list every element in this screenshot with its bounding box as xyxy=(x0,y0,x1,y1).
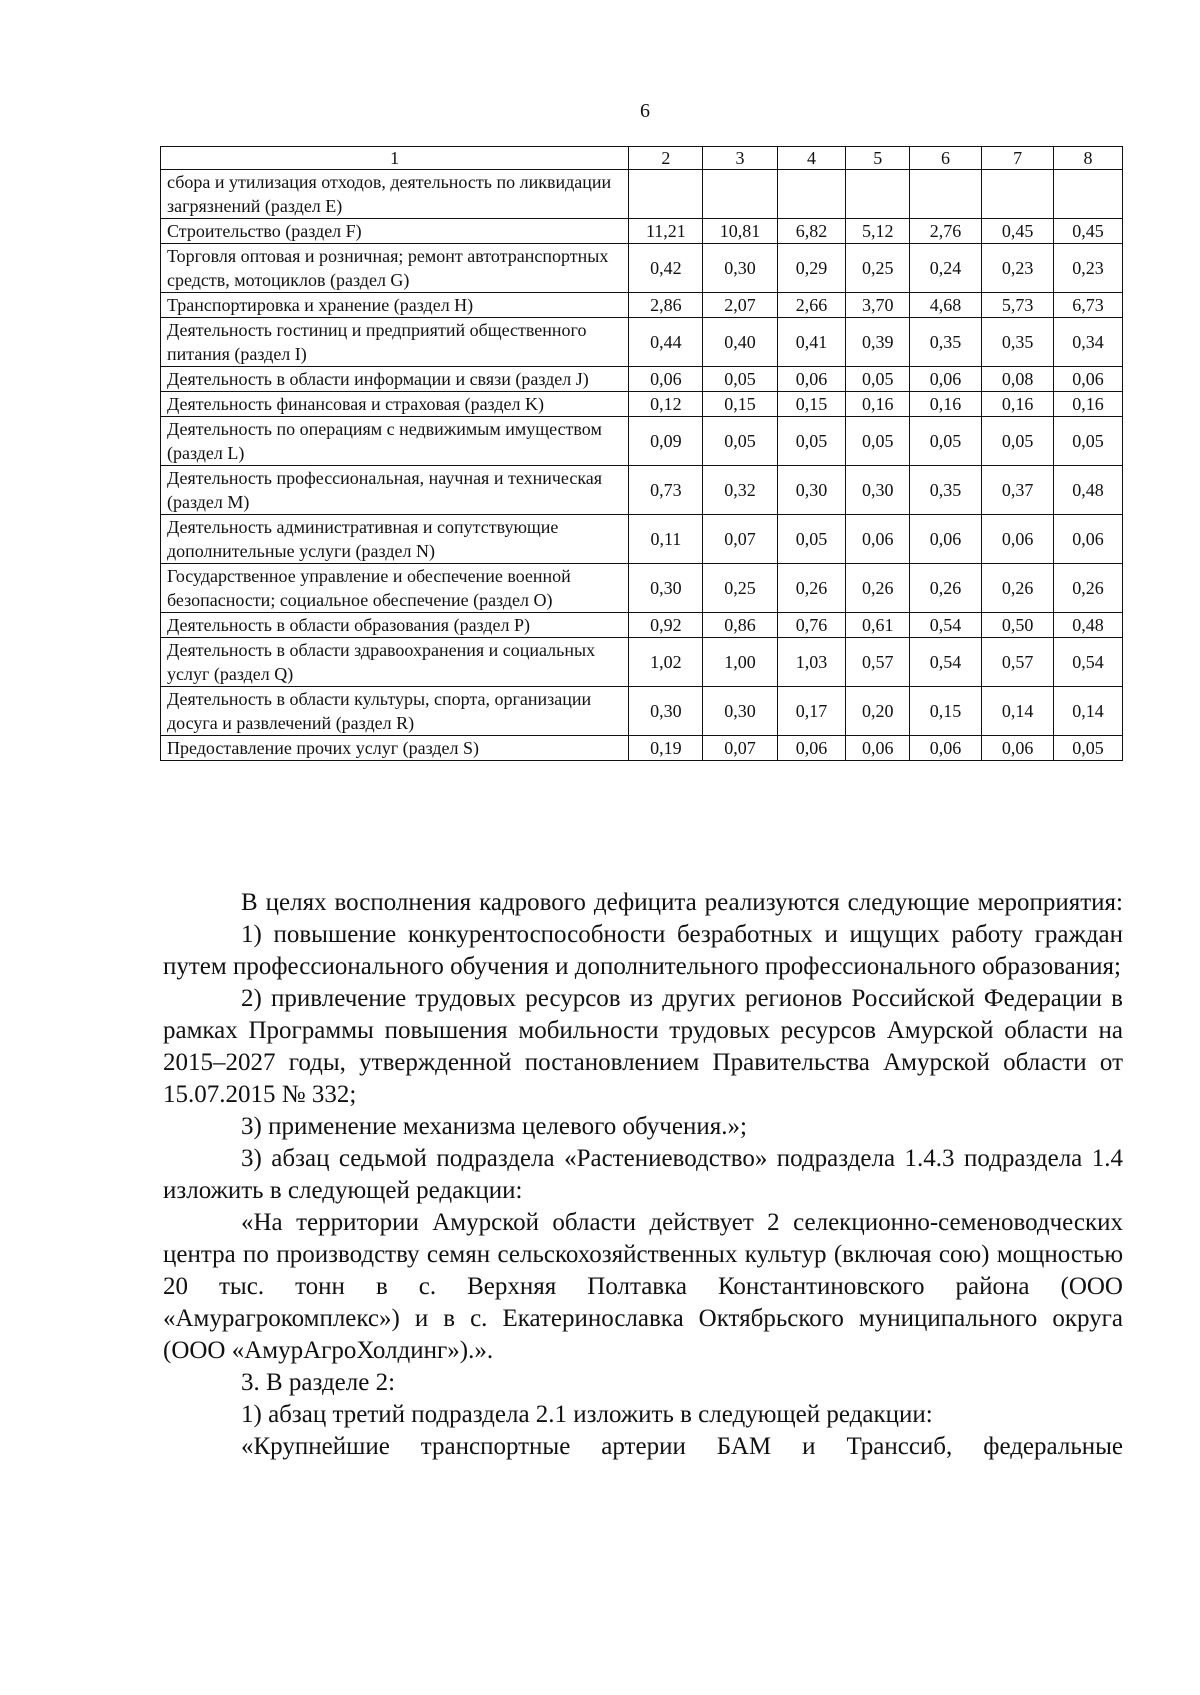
column-header: 6 xyxy=(910,147,982,170)
table-cell: 0,50 xyxy=(982,613,1054,638)
table-row xyxy=(161,392,1123,417)
table-cell: 0,39 xyxy=(846,318,910,367)
table-cell: 0,16 xyxy=(910,392,982,417)
table-cell: 10,81 xyxy=(703,219,777,244)
row-label: Транспортировка и хранение (раздел H) xyxy=(161,293,629,318)
table-cell: 0,16 xyxy=(1054,392,1123,417)
table-row xyxy=(161,687,1123,736)
table-cell: 0,48 xyxy=(1054,466,1123,515)
table-cell: 0,07 xyxy=(703,736,777,761)
row-label: Деятельность по операциям с недвижимым имуществом (раздел L) xyxy=(161,417,629,466)
table-cell: 0,42 xyxy=(629,244,703,293)
table-cell: 1,03 xyxy=(777,638,846,687)
table-cell: 0,14 xyxy=(982,687,1054,736)
table-row xyxy=(161,515,1123,564)
table-cell xyxy=(703,170,777,219)
table-cell: 0,07 xyxy=(703,515,777,564)
table-cell: 0,35 xyxy=(910,466,982,515)
table-cell: 0,86 xyxy=(703,613,777,638)
table-header-row xyxy=(161,147,1123,170)
table-cell: 2,86 xyxy=(629,293,703,318)
paragraph-item-2: 2) привлечение трудовых ресурсов из других регионов Российской Федерации в рамках Программы повышения мобильности трудовых ресурсов Амурской области на 2015–2027 годы, утвержденной постановлением Правительства Амурской области от 15.07.2015 № 332; xyxy=(163,985,1123,1108)
table-cell: 0,05 xyxy=(777,417,846,466)
table-cell: 5,12 xyxy=(846,219,910,244)
table-row xyxy=(161,318,1123,367)
table-cell: 0,06 xyxy=(846,736,910,761)
table-row xyxy=(161,219,1123,244)
table-cell: 0,76 xyxy=(777,613,846,638)
table-cell: 0,05 xyxy=(703,367,777,392)
column-header: 8 xyxy=(1054,147,1123,170)
table-cell: 0,54 xyxy=(910,638,982,687)
table-cell: 0,05 xyxy=(1054,417,1123,466)
table-cell: 0,30 xyxy=(846,466,910,515)
table-cell: 0,05 xyxy=(910,417,982,466)
table-cell: 0,06 xyxy=(910,515,982,564)
table-cell: 0,23 xyxy=(1054,244,1123,293)
table-cell: 0,48 xyxy=(1054,613,1123,638)
table-row xyxy=(161,367,1123,392)
table-cell: 2,07 xyxy=(703,293,777,318)
table-cell xyxy=(846,170,910,219)
table-cell: 0,15 xyxy=(910,687,982,736)
table-cell: 6,73 xyxy=(1054,293,1123,318)
table-cell: 0,25 xyxy=(846,244,910,293)
table-cell: 2,76 xyxy=(910,219,982,244)
table-cell: 0,30 xyxy=(703,687,777,736)
table-cell: 0,20 xyxy=(846,687,910,736)
table-cell: 0,37 xyxy=(982,466,1054,515)
row-label: Деятельность финансовая и страховая (раздел K) xyxy=(161,392,629,417)
table-cell: 0,92 xyxy=(629,613,703,638)
table-cell: 0,06 xyxy=(777,367,846,392)
table-cell: 1,02 xyxy=(629,638,703,687)
table-row xyxy=(161,736,1123,761)
table-cell: 0,14 xyxy=(1054,687,1123,736)
table-cell: 0,26 xyxy=(910,564,982,613)
table-cell: 5,73 xyxy=(982,293,1054,318)
table-cell: 0,16 xyxy=(982,392,1054,417)
table-cell: 3,70 xyxy=(846,293,910,318)
table-cell: 0,61 xyxy=(846,613,910,638)
data-table xyxy=(160,146,1123,761)
table-cell: 0,06 xyxy=(982,515,1054,564)
column-header: 1 xyxy=(161,147,629,170)
table-cell: 0,23 xyxy=(982,244,1054,293)
table-cell: 0,57 xyxy=(982,638,1054,687)
table-cell: 0,54 xyxy=(910,613,982,638)
paragraph-amendment-3: 3) абзац седьмой подраздела «Растениеводство» подраздела 1.4.3 подраздела 1.4 изложить в следующей редакции: xyxy=(163,1145,1123,1204)
paragraph-section-3: 3. В разделе 2: xyxy=(241,1369,396,1396)
table-cell xyxy=(910,170,982,219)
table-cell: 0,15 xyxy=(703,392,777,417)
body-text xyxy=(163,887,1123,1463)
row-label: Деятельность профессиональная, научная и техническая (раздел M) xyxy=(161,466,629,515)
table-cell: 0,29 xyxy=(777,244,846,293)
row-label: Деятельность в области информации и связи (раздел J) xyxy=(161,367,629,392)
table-cell: 0,08 xyxy=(982,367,1054,392)
table-row xyxy=(161,613,1123,638)
table-cell: 0,45 xyxy=(982,219,1054,244)
table-cell: 2,66 xyxy=(777,293,846,318)
paragraph-intro: В целях восполнения кадрового дефицита реализуются следующие мероприятия: xyxy=(241,889,1123,916)
table-cell: 0,26 xyxy=(846,564,910,613)
table-cell: 0,05 xyxy=(703,417,777,466)
paragraph-item-1: 1) повышение конкурентоспособности безработных и ищущих работу граждан путем профессионального обучения и дополнительного профессионального образования; xyxy=(163,921,1123,980)
table-cell: 0,26 xyxy=(777,564,846,613)
column-header: 5 xyxy=(846,147,910,170)
row-label: Деятельность в области здравоохранения и социальных услуг (раздел Q) xyxy=(161,638,629,687)
row-label: Деятельность в области образования (раздел P) xyxy=(161,613,629,638)
table-cell: 0,34 xyxy=(1054,318,1123,367)
table-cell: 0,05 xyxy=(846,367,910,392)
table-row xyxy=(161,466,1123,515)
table-row xyxy=(161,564,1123,613)
table-cell: 0,25 xyxy=(703,564,777,613)
table-cell: 0,12 xyxy=(629,392,703,417)
table-cell: 0,26 xyxy=(1054,564,1123,613)
table-cell: 0,26 xyxy=(982,564,1054,613)
table-body xyxy=(161,147,1123,761)
table-cell: 0,35 xyxy=(910,318,982,367)
table-row xyxy=(161,244,1123,293)
row-label: Строительство (раздел F) xyxy=(161,219,629,244)
table-cell: 0,44 xyxy=(629,318,703,367)
table-cell: 0,11 xyxy=(629,515,703,564)
table-cell: 0,19 xyxy=(629,736,703,761)
table-cell: 0,06 xyxy=(777,736,846,761)
row-label: Деятельность гостиниц и предприятий общественного питания (раздел I) xyxy=(161,318,629,367)
table-cell: 0,17 xyxy=(777,687,846,736)
table-cell: 0,09 xyxy=(629,417,703,466)
table-cell: 0,35 xyxy=(982,318,1054,367)
table-cell: 0,05 xyxy=(846,417,910,466)
table-cell: 0,05 xyxy=(777,515,846,564)
table-cell: 0,05 xyxy=(982,417,1054,466)
table-cell: 0,30 xyxy=(703,244,777,293)
table-cell xyxy=(777,170,846,219)
table-cell: 0,54 xyxy=(1054,638,1123,687)
table-row xyxy=(161,170,1123,219)
table-cell: 0,45 xyxy=(1054,219,1123,244)
table-cell: 0,24 xyxy=(910,244,982,293)
table-cell: 0,06 xyxy=(1054,515,1123,564)
table-row xyxy=(161,417,1123,466)
paragraph-quote-transport: «Крупнейшие транспортные артерии БАМ и Транссиб, федеральные xyxy=(241,1433,1123,1460)
table-cell: 0,30 xyxy=(629,564,703,613)
table-cell: 6,82 xyxy=(777,219,846,244)
table-cell: 1,00 xyxy=(703,638,777,687)
column-header: 3 xyxy=(703,147,777,170)
table-cell: 0,32 xyxy=(703,466,777,515)
row-label: Предоставление прочих услуг (раздел S) xyxy=(161,736,629,761)
table-cell: 0,30 xyxy=(629,687,703,736)
table-cell xyxy=(629,170,703,219)
page-number: 6 xyxy=(640,100,650,122)
table-cell: 0,40 xyxy=(703,318,777,367)
table-cell: 0,06 xyxy=(846,515,910,564)
table-cell: 0,06 xyxy=(629,367,703,392)
table-row xyxy=(161,638,1123,687)
row-label: Деятельность административная и сопутствующие дополнительные услуги (раздел N) xyxy=(161,515,629,564)
table-cell: 0,06 xyxy=(1054,367,1123,392)
table-cell: 0,30 xyxy=(777,466,846,515)
table-row xyxy=(161,293,1123,318)
table-cell: 11,21 xyxy=(629,219,703,244)
row-label: сбора и утилизация отходов, деятельность по ликвидации загрязнений (раздел E) xyxy=(161,170,629,219)
table-cell: 0,06 xyxy=(910,367,982,392)
table-cell: 4,68 xyxy=(910,293,982,318)
table-cell: 0,05 xyxy=(1054,736,1123,761)
row-label: Торговля оптовая и розничная; ремонт автотранспортных средств, мотоциклов (раздел G) xyxy=(161,244,629,293)
column-header: 7 xyxy=(982,147,1054,170)
table-cell: 0,16 xyxy=(846,392,910,417)
row-label: Государственное управление и обеспечение военной безопасности; социальное обеспечение (раздел O) xyxy=(161,564,629,613)
paragraph-item-3: 3) применение механизма целевого обучения.»; xyxy=(241,1113,747,1140)
row-label: Деятельность в области культуры, спорта, организации досуга и развлечений (раздел R) xyxy=(161,687,629,736)
paragraph-quote-seed-centers: «На территории Амурской области действует 2 селекционно-семеноводческих центра по производству семян сельскохозяйственных культур (включая сою) мощностью 20 тыс. тонн в с. Верхняя Полтавка Константиновского района (ООО «Амурагрокомплекс») и в с. Екатеринославка Октябрьского муниципального округа (ООО «АмурАгроХолдинг»).». xyxy=(163,1209,1123,1364)
table-cell xyxy=(1054,170,1123,219)
column-header: 2 xyxy=(629,147,703,170)
table-cell: 0,06 xyxy=(982,736,1054,761)
table-cell: 0,73 xyxy=(629,466,703,515)
table-cell: 0,06 xyxy=(910,736,982,761)
table-cell xyxy=(982,170,1054,219)
paragraph-section-3-item-1: 1) абзац третий подраздела 2.1 изложить в следующей редакции: xyxy=(241,1401,933,1428)
table-cell: 0,15 xyxy=(777,392,846,417)
column-header: 4 xyxy=(777,147,846,170)
table-cell: 0,41 xyxy=(777,318,846,367)
table-cell: 0,57 xyxy=(846,638,910,687)
